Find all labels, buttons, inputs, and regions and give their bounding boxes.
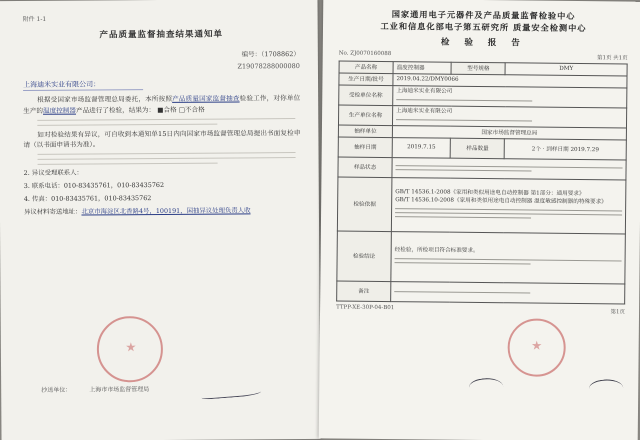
row-extra-value: 2个 · 到样日期 2019.7.29 bbox=[504, 139, 626, 160]
standard-1: GB/T 14536.1-2008《家用和类似用途电自动控制器 第1部分：通用要求》 bbox=[395, 189, 585, 198]
official-seal bbox=[97, 316, 163, 382]
text-line bbox=[396, 99, 532, 101]
conclusion-text: 经检验，所检项目符合标准要求。 bbox=[394, 246, 479, 254]
notice-paragraph-2: 如对检验结果有异议，可自收到本通知单15日内向国家市场监督管理总局提出书面复检申请（以书面申请书为准）。 bbox=[23, 128, 301, 150]
appendix-label: 附件 1-1 bbox=[22, 15, 47, 23]
row-value bbox=[391, 281, 625, 303]
test-report-sheet bbox=[319, 0, 640, 440]
header-line-2: 工业和信息化部电子第五研究所 质量安全检测中心 bbox=[380, 20, 587, 33]
notice-paragraph-1: 根据受国家市场监督管理总局委托，本所按照产品质量国家监督抽查检验工作，对你单位生产的温度控制器产品进行了检验，结果为： ■合格 □不合格 bbox=[23, 94, 301, 115]
row-extra-label: 样品数量 bbox=[450, 138, 504, 159]
header-line-1: 国家通用电子元器件及产品质量监督检验中心 bbox=[391, 9, 576, 21]
row-label: 抽样单位 bbox=[338, 125, 392, 138]
row-label: 检验结论 bbox=[337, 231, 392, 282]
table-row bbox=[337, 177, 626, 234]
row-label: 产品名称 bbox=[339, 61, 393, 74]
row-value: 2019.7.15 bbox=[392, 137, 450, 158]
number-value: 1708862 bbox=[264, 50, 294, 59]
address-value: 北京市海淀区北香路4号，100191，国抽异议处理负责人收 bbox=[81, 206, 251, 216]
row-label: 备注 bbox=[337, 281, 391, 302]
row-value bbox=[391, 231, 626, 283]
report-title: 检 验 报 告 bbox=[440, 37, 526, 49]
notice-code: Z19078288000080 bbox=[237, 61, 300, 70]
report-topline bbox=[339, 50, 628, 61]
cc-label: 抄送单位： bbox=[41, 386, 72, 394]
text-line bbox=[395, 212, 622, 215]
standard-2: GB/T 14536.10-2008《家用和类似用途电自动控制器 温度敏感控制器的特殊要求》 bbox=[395, 196, 607, 206]
para1-prefix: 根据受国家市场监督管理总局委托，本所按照 bbox=[37, 95, 173, 105]
row-value: 2019.04.22/DMY0066 bbox=[393, 73, 627, 87]
text-line bbox=[396, 119, 532, 121]
para1-mid: 产品质量国家监督抽查 bbox=[172, 94, 240, 104]
text-line bbox=[394, 291, 530, 293]
text-line bbox=[396, 169, 532, 171]
row-value-text: 上海迪米实业有限公司 bbox=[396, 107, 453, 115]
row-label: 样品状态 bbox=[338, 157, 392, 178]
notice-item-2: 3. 联系电话：010-83435761，010-83435762 bbox=[23, 181, 165, 191]
text-line bbox=[37, 123, 217, 125]
text-line bbox=[395, 216, 531, 218]
notice-item-1: 2. 异议受理联系人： bbox=[23, 168, 83, 178]
notice-item-3: 4. 传真：010-83435761，010-83435762 bbox=[23, 194, 152, 204]
row-label: 检验依据 bbox=[337, 177, 392, 232]
text-line bbox=[38, 152, 296, 155]
row-value-text: 上海迪米实业有限公司 bbox=[396, 87, 453, 95]
result-qualified: 合格 bbox=[163, 105, 177, 114]
handwritten-mark bbox=[201, 385, 262, 400]
sample-quantity: 2个 bbox=[531, 146, 541, 153]
row-label: 生产日期/批号 bbox=[339, 73, 393, 86]
text-line bbox=[395, 258, 622, 261]
report-number bbox=[339, 50, 392, 59]
text-line bbox=[38, 163, 218, 165]
footer-code: TTPP-XE-30P-04-B01 bbox=[336, 304, 395, 311]
number-label: 编号： bbox=[241, 50, 262, 59]
row-extra-label: 型号规格 bbox=[451, 62, 505, 75]
notice-title: 产品质量监督抽查结果通知单 bbox=[99, 29, 223, 41]
report-no-value: ZJ0070160088 bbox=[350, 50, 392, 57]
report-no-label: No. bbox=[338, 50, 349, 57]
handwritten-signature bbox=[588, 377, 624, 399]
row-label: 生产单位名称 bbox=[338, 105, 392, 126]
address-label: 异议材料寄送地址： bbox=[23, 207, 82, 216]
footer-page: 第1页 bbox=[610, 309, 626, 316]
row-value bbox=[392, 105, 626, 127]
row-extra-value: DMY bbox=[505, 63, 627, 76]
report-table bbox=[336, 60, 628, 304]
text-line bbox=[38, 157, 296, 160]
handwritten-signature bbox=[468, 376, 504, 398]
arrival-date: 2019.7.29 bbox=[570, 147, 599, 154]
para1-product: 温度控制器 bbox=[42, 106, 77, 115]
notice-item-4 bbox=[24, 206, 301, 218]
para1-end: 产品进行了检验，结果为： bbox=[75, 105, 156, 115]
cc-value: 上海市市场监督管理局 bbox=[89, 386, 150, 394]
row-value bbox=[393, 85, 627, 107]
table-row bbox=[337, 231, 626, 284]
notice-meta: 编号：（1708862） Z19078288000080 bbox=[237, 50, 300, 70]
recipient: 上海迪米实业有限公司： bbox=[23, 79, 143, 92]
text-line bbox=[395, 262, 531, 264]
row-value bbox=[391, 177, 626, 233]
row-label: 受检单位名称 bbox=[339, 85, 393, 106]
text-line bbox=[395, 208, 622, 211]
row-label: 抽样日期 bbox=[338, 137, 392, 158]
row-value bbox=[392, 157, 626, 179]
result-unqualified: 不合格 bbox=[184, 105, 205, 114]
para1-rest: 检验工作，对你单位生产的 bbox=[23, 94, 301, 115]
report-footer bbox=[336, 304, 625, 315]
table-row bbox=[337, 281, 625, 304]
text-line bbox=[396, 165, 623, 168]
arrival-date-label: 到样日期 bbox=[546, 146, 569, 154]
report-header bbox=[339, 9, 628, 36]
page-label: 第1页 共1页 bbox=[596, 54, 628, 62]
row-value: 国家市场监督管理总局 bbox=[392, 125, 626, 139]
row-value: 温度控制器 bbox=[393, 61, 451, 74]
report-seal bbox=[507, 318, 566, 377]
text-line bbox=[37, 118, 295, 121]
